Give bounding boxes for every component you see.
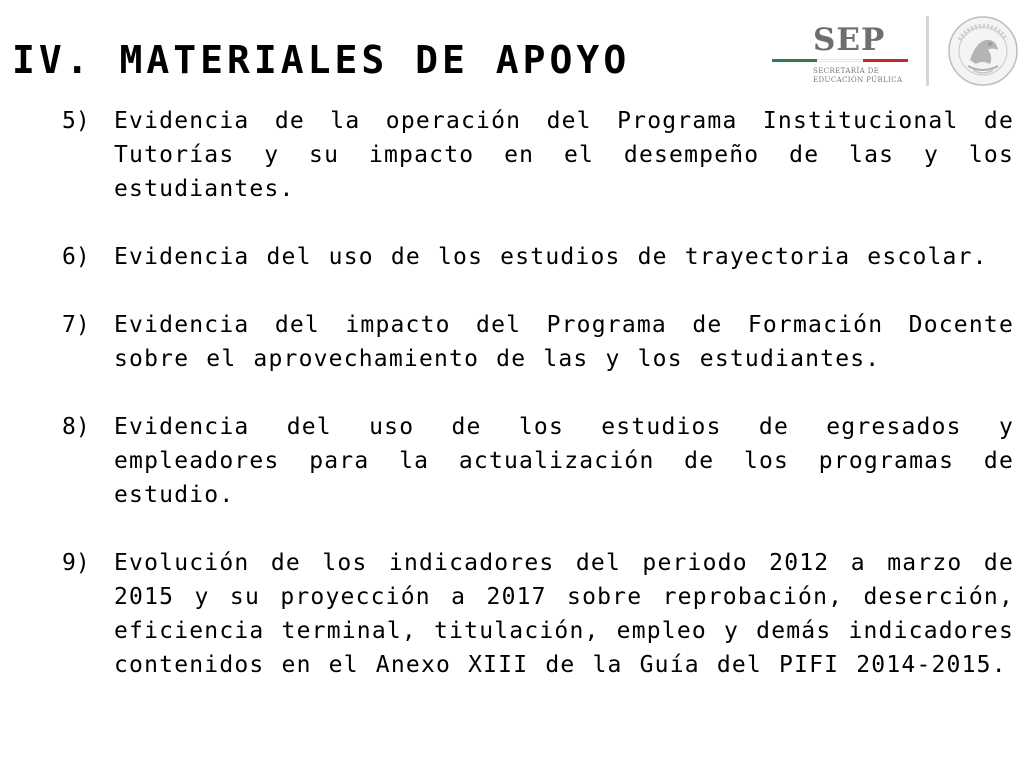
list-item-text: Evidencia de la operación del Programa Institucional de Tutorías y su impacto en el desempeño de las y los estudiantes. xyxy=(114,108,1014,202)
list-item-text: Evolución de los indicadores del periodo 2012 a marzo de 2015 y su proyección a 2017 sobre reprobación, deserción, eficiencia terminal, titulación, empleo y demás indicadores contenidos en el Anexo XIII de la Guía del PIFI 2014-2015. xyxy=(114,550,1014,678)
list-item-number: 5) xyxy=(62,108,90,134)
list-item-number: 7) xyxy=(62,312,90,338)
slide-title: IV. MATERIALES DE APOYO xyxy=(12,38,631,82)
sep-logo-wordmark: SEP xyxy=(813,22,886,58)
flag-stripe-green xyxy=(772,59,817,62)
sep-logo xyxy=(770,14,1020,94)
list-item-text: Evidencia del uso de los estudios de trayectoria escolar. xyxy=(114,244,988,270)
list-item xyxy=(62,104,1014,206)
sep-logo-subtitle-line2: EDUCACIÓN PÚBLICA xyxy=(813,76,903,84)
list-item-text: Evidencia del uso de los estudios de egresados y empleadores para la actualización de los programas de estudio. xyxy=(114,414,1014,508)
list-item xyxy=(62,240,1014,274)
logo-divider xyxy=(926,16,929,86)
flag-stripe xyxy=(772,59,908,62)
list-item-number: 9) xyxy=(62,550,90,576)
flag-stripe-red xyxy=(863,59,908,62)
mexican-coat-of-arms-seal-icon xyxy=(946,14,1020,88)
list-item-number: 8) xyxy=(62,414,90,440)
flag-stripe-white xyxy=(817,59,862,62)
sep-logo-subtitle-line1: SECRETARÍA DE xyxy=(813,67,880,75)
list-item-text: Evidencia del impacto del Programa de Formación Docente sobre el aprovechamiento de las y los estudiantes. xyxy=(114,312,1014,372)
list-item-number: 6) xyxy=(62,244,90,270)
support-materials-list xyxy=(62,104,1014,716)
list-item xyxy=(62,308,1014,376)
list-item xyxy=(62,546,1014,682)
list-item xyxy=(62,410,1014,512)
